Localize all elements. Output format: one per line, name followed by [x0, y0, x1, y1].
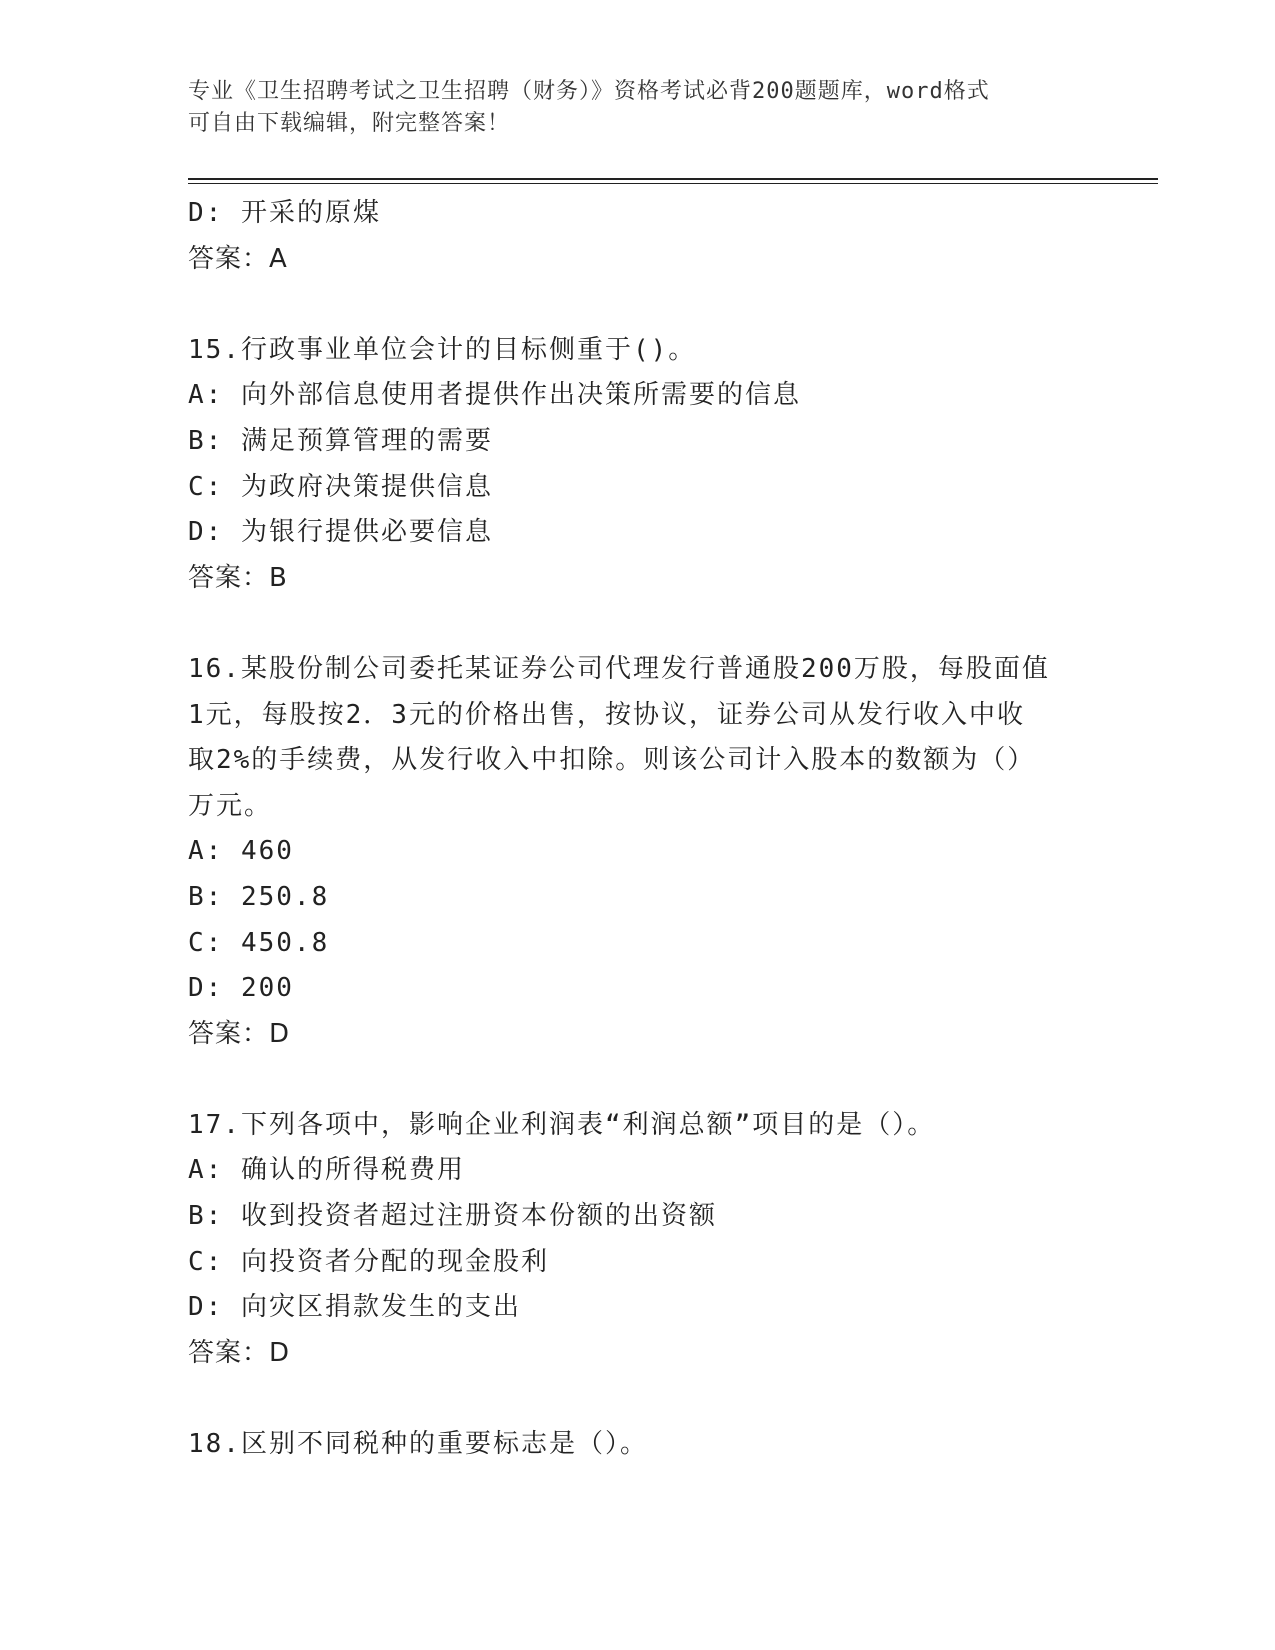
option-c: C: 为政府决策提供信息 — [188, 471, 493, 502]
spacer — [188, 282, 1088, 328]
header-rule-thick — [188, 178, 1158, 180]
prev-option-d: D: 开采的原煤 — [188, 198, 381, 228]
question-17 — [188, 1103, 1088, 1377]
question-stem: 17.下列各项中，影响企业利润表“利润总额”项目的是（）。 — [188, 1109, 936, 1140]
spacer — [188, 1376, 1088, 1422]
spacer — [188, 601, 1088, 647]
prev-answer: 答案：A — [188, 243, 288, 274]
option-c: C: 向投资者分配的现金股利 — [188, 1246, 549, 1277]
option-d: D: 为银行提供必要信息 — [188, 517, 493, 548]
answer: 答案：D — [188, 1337, 291, 1368]
option-b: B: 收到投资者超过注册资本份额的出资额 — [188, 1201, 717, 1232]
answer: 答案：D — [188, 1018, 291, 1049]
option-a: A: 确认的所得税费用 — [188, 1155, 465, 1186]
option-c: C: 450.8 — [188, 927, 330, 958]
spacer — [188, 1057, 1088, 1103]
question-stem-line-3: 取2%的手续费，从发行收入中扣除。则该公司计入股本的数额为（） — [188, 745, 1036, 776]
header-title-line-1: 专业《卫生招聘考试之卫生招聘（财务）》资格考试必背200题题库，word格式 — [188, 79, 990, 104]
answer: 答案：B — [188, 562, 288, 593]
option-a: A: 向外部信息使用者提供作出决策所需要的信息 — [188, 380, 801, 411]
question-content — [188, 191, 1088, 1468]
question-stem-line-4: 万元。 — [188, 790, 273, 821]
question-stem: 18.区别不同税种的重要标志是（）。 — [188, 1429, 648, 1460]
question-16 — [188, 647, 1088, 1057]
option-d: D: 200 — [188, 973, 294, 1004]
question-18 — [188, 1422, 1088, 1468]
option-b: B: 250.8 — [188, 881, 330, 912]
question-stem-line-2: 1元，每股按2．3元的价格出售，按协议，证券公司从发行收入中收 — [188, 699, 1025, 730]
header-rule-thin — [188, 183, 1158, 184]
document-header — [188, 76, 1088, 140]
question-15 — [188, 328, 1088, 602]
option-b: B: 满足预算管理的需要 — [188, 425, 493, 456]
option-d: D: 向灾区捐款发生的支出 — [188, 1292, 521, 1323]
question-stem-line-1: 16.某股份制公司委托某证券公司代理发行普通股200万股，每股面值 — [188, 653, 1050, 684]
header-title-line-2: 可自由下载编辑，附完整答案！ — [188, 111, 511, 136]
option-a: A: 460 — [188, 836, 294, 867]
question-stem: 15.行政事业单位会计的目标侧重于()。 — [188, 334, 697, 365]
